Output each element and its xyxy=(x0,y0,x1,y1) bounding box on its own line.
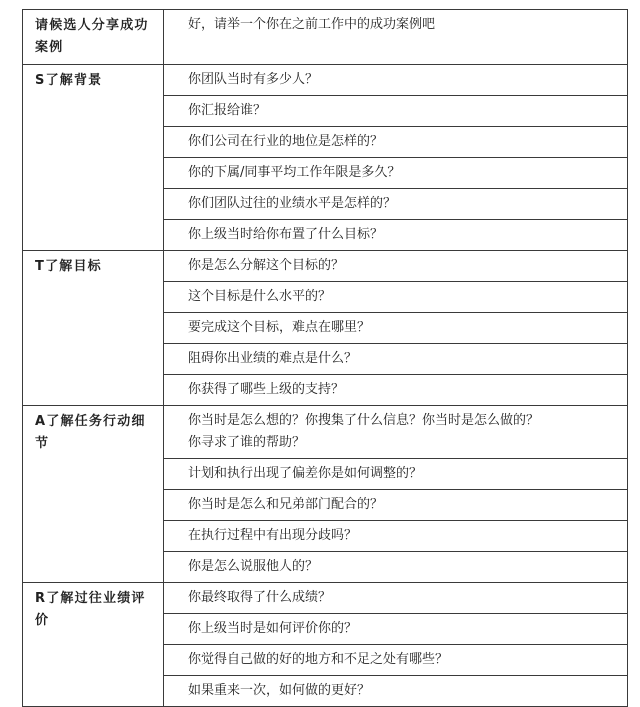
category-cell-a: A了解任务行动细节 xyxy=(23,406,164,583)
question-cell: 你团队当时有多少人？ xyxy=(164,65,628,96)
question-cell: 你当时是怎么和兄弟部门配合的？ xyxy=(164,490,628,521)
table-row-r-1 xyxy=(23,583,628,614)
table-row-t-1 xyxy=(23,251,628,282)
question-cell: 你汇报给谁？ xyxy=(164,96,628,127)
category-cell-intro: 请候选人分享成功案例 xyxy=(23,10,164,65)
table-row-intro xyxy=(23,10,628,65)
question-cell: 在执行过程中有出现分歧吗？ xyxy=(164,521,628,552)
question-line: 你寻求了谁的帮助？ xyxy=(188,435,306,450)
question-cell: 你们公司在行业的地位是怎样的？ xyxy=(164,127,628,158)
question-cell-multiline xyxy=(164,406,628,459)
question-cell: 这个目标是什么水平的？ xyxy=(164,282,628,313)
question-cell: 你是怎么说服他人的？ xyxy=(164,552,628,583)
question-line: 你当时是怎么想的？你搜集了什么信息？你当时是怎么做的？ xyxy=(188,413,540,428)
question-cell: 你最终取得了什么成绩？ xyxy=(164,583,628,614)
star-interview-table xyxy=(22,9,628,707)
question-cell: 你获得了哪些上级的支持？ xyxy=(164,375,628,406)
question-cell: 你觉得自己做的好的地方和不足之处有哪些？ xyxy=(164,645,628,676)
question-cell: 你是怎么分解这个目标的？ xyxy=(164,251,628,282)
table-row-s-1 xyxy=(23,65,628,96)
question-cell: 你上级当时是如何评价你的？ xyxy=(164,614,628,645)
question-cell: 如果重来一次，如何做的更好？ xyxy=(164,676,628,707)
question-cell: 你们团队过往的业绩水平是怎样的？ xyxy=(164,189,628,220)
question-cell: 阻碍你出业绩的难点是什么？ xyxy=(164,344,628,375)
question-cell: 你的下属/同事平均工作年限是多久？ xyxy=(164,158,628,189)
question-cell: 计划和执行出现了偏差你是如何调整的？ xyxy=(164,459,628,490)
category-cell-s: S了解背景 xyxy=(23,65,164,251)
question-cell: 要完成这个目标，难点在哪里？ xyxy=(164,313,628,344)
question-cell-intro: 好，请举一个你在之前工作中的成功案例吧 xyxy=(164,10,628,65)
category-cell-r: R了解过往业绩评价 xyxy=(23,583,164,707)
question-cell: 你上级当时给你布置了什么目标？ xyxy=(164,220,628,251)
category-cell-t: T了解目标 xyxy=(23,251,164,406)
table-row-a-1 xyxy=(23,406,628,459)
star-interview-table-container xyxy=(22,9,628,707)
